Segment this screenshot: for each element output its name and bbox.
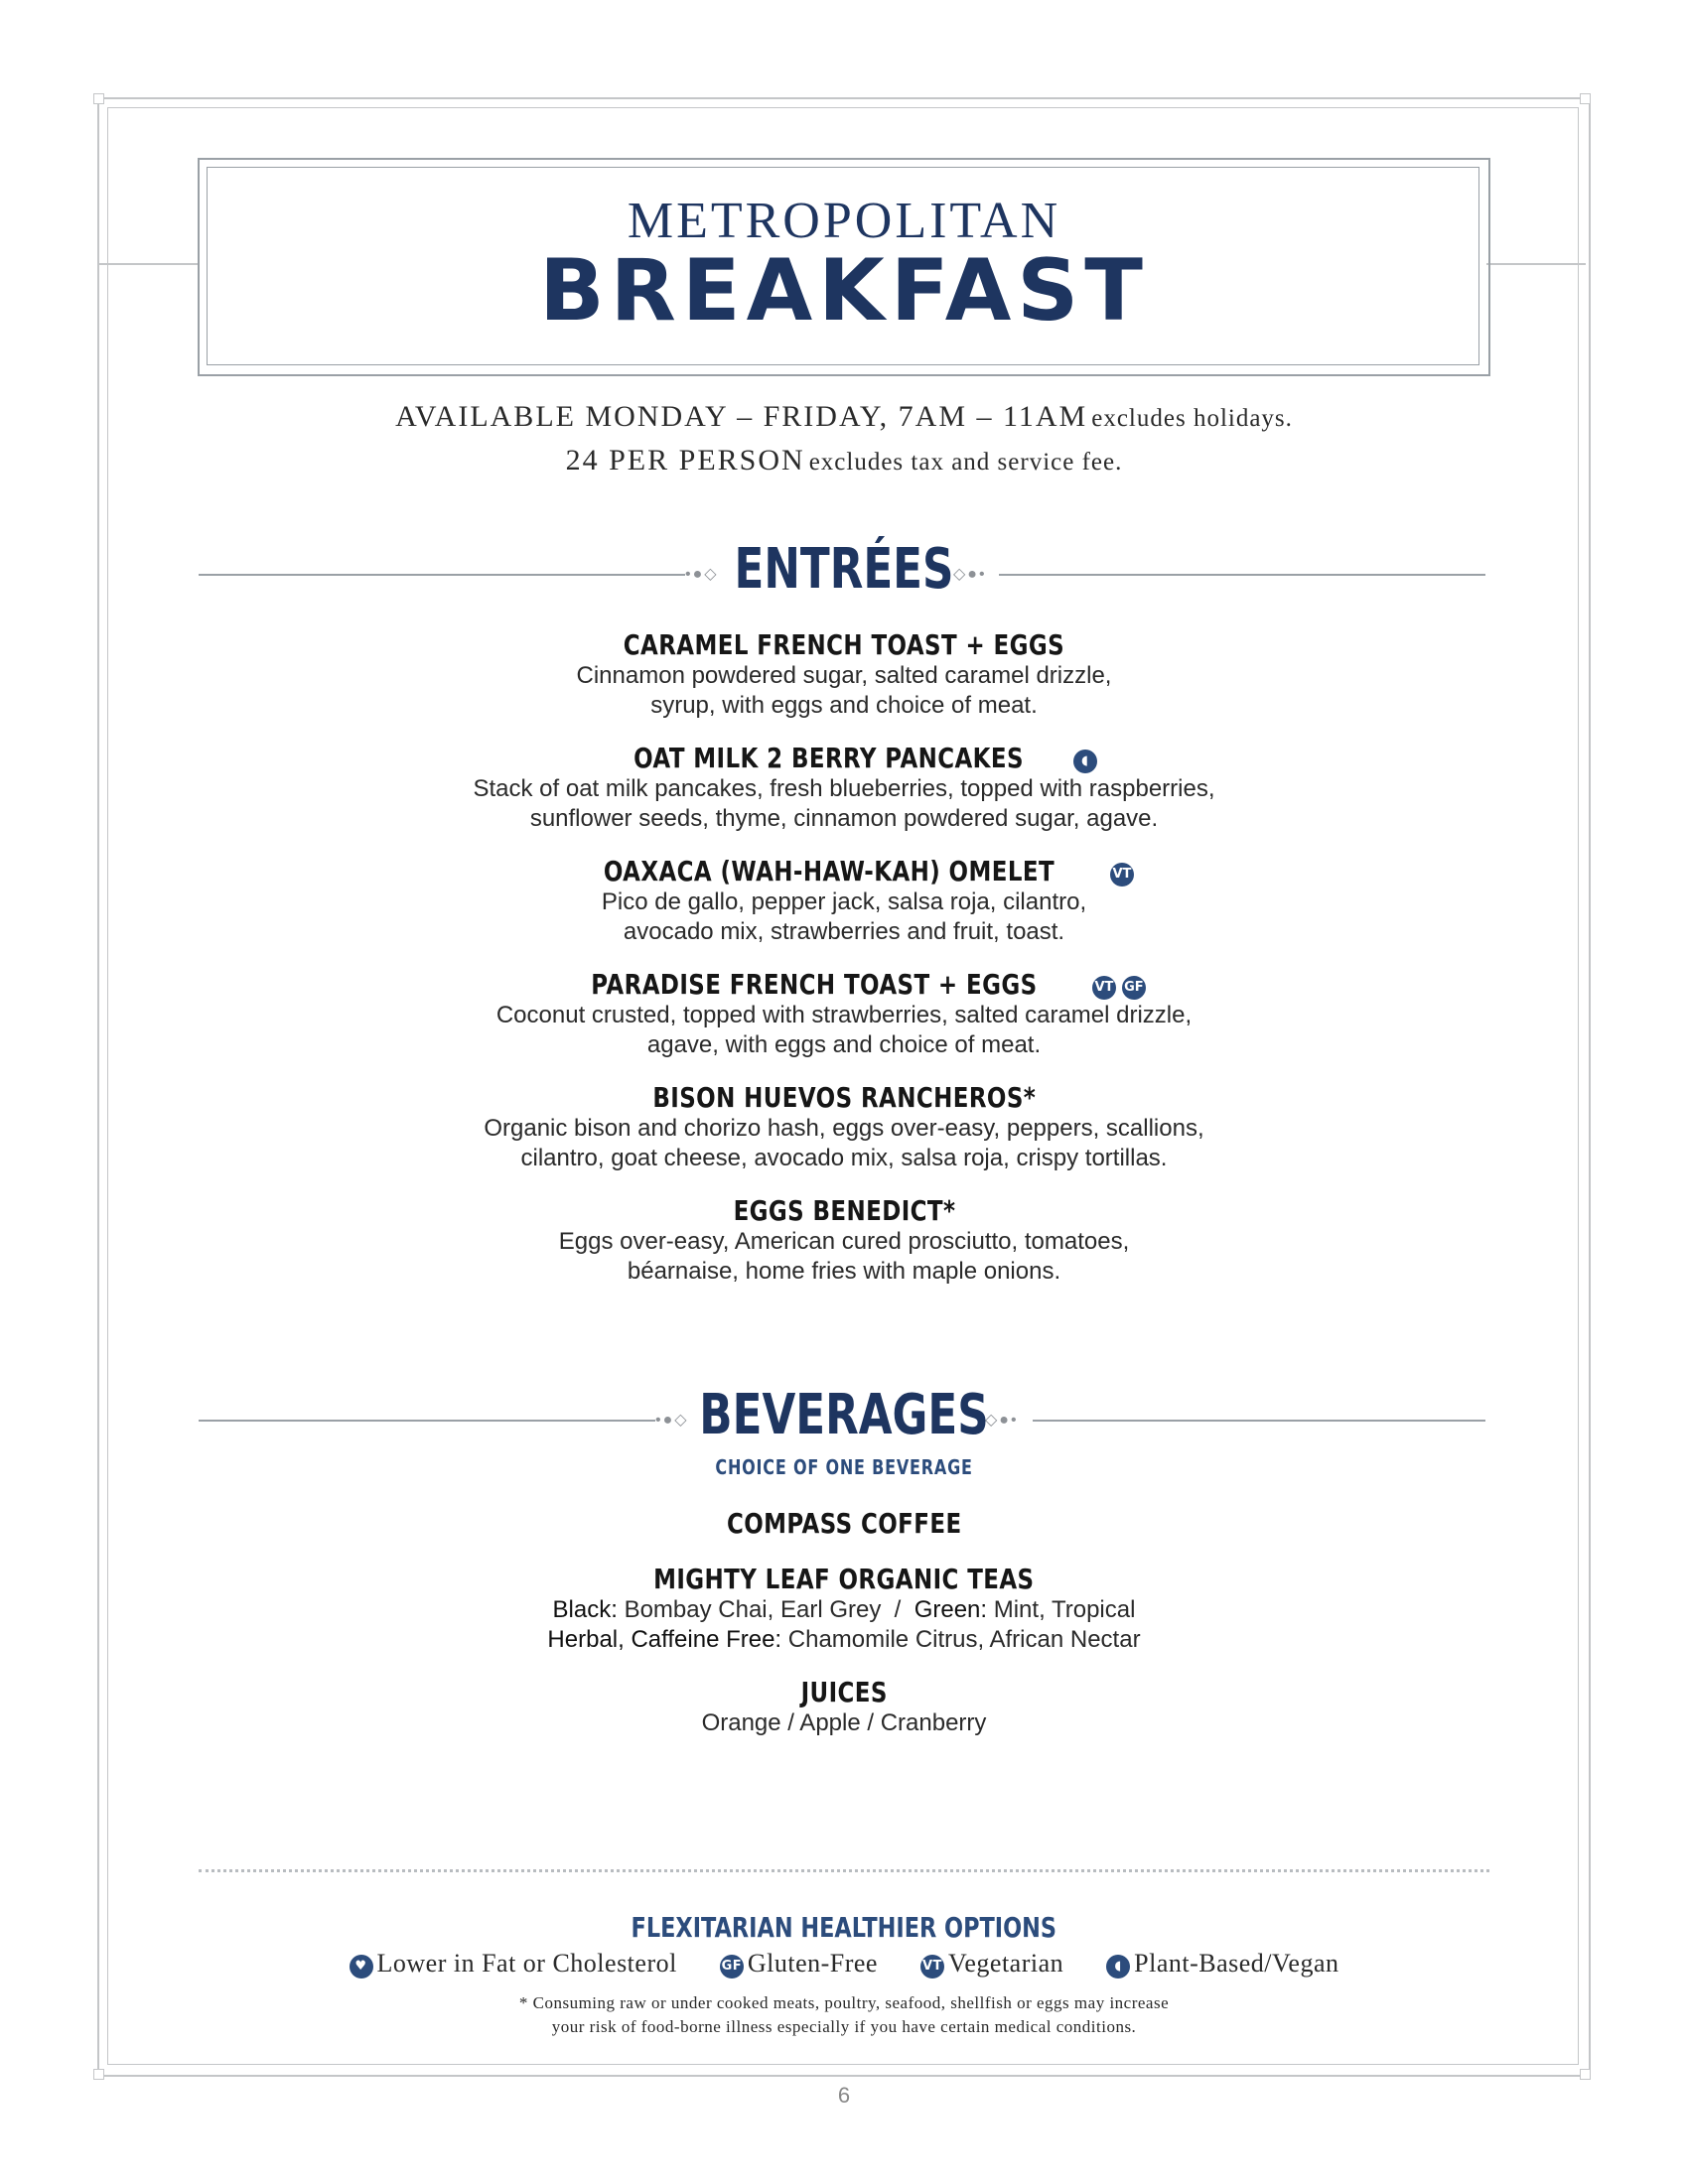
frame-corner (93, 93, 104, 104)
item-name: OAT MILK 2 BERRY PANCAKES (633, 742, 1025, 774)
item-description: syrup, with eggs and choice of meat. (650, 692, 1038, 719)
tea-green-values: Mint, Tropical (993, 1596, 1136, 1623)
item-name: COMPASS COFFEE (726, 1507, 962, 1540)
frame-corner (1580, 93, 1591, 104)
item-name: MIGHTY LEAF ORGANIC TEAS (653, 1563, 1035, 1595)
item-name: BISON HUEVOS RANCHEROS* (652, 1081, 1036, 1114)
item-name: JUICES (800, 1676, 888, 1708)
plant-based-vegan-icon: ◖ (1073, 750, 1097, 773)
page-number: 6 (837, 2083, 851, 2108)
item-description: Pico de gallo, pepper jack, salsa roja, cilantro, (601, 888, 1087, 915)
heart-icon: ♥ (350, 1955, 373, 1979)
legend-item (920, 1949, 1063, 1978)
item-description: agave, with eggs and choice of meat. (646, 1031, 1042, 1058)
menu-title-top: METROPOLITAN (627, 193, 1061, 249)
menu-item (0, 855, 1688, 947)
menu-item (0, 1194, 1688, 1287)
price-note: excludes tax and service fee. (808, 449, 1123, 476)
vegetarian-icon: VT (1110, 863, 1134, 887)
legend-label: Vegetarian (947, 1949, 1064, 1978)
tea-black-label: Black: (552, 1596, 618, 1623)
dotted-divider (199, 1869, 1489, 1872)
menu-item (0, 628, 1688, 721)
item-description: sunflower seeds, thyme, cinnamon powdered sugar, agave. (529, 805, 1159, 832)
legend-title-text: FLEXITARIAN HEALTHIER OPTIONS (631, 1911, 1057, 1944)
leaf-icon: ◖ (1106, 1955, 1130, 1979)
vegetarian-icon: VT (1092, 976, 1116, 1000)
beverages-subtitle-text: CHOICE OF ONE BEVERAGE (715, 1455, 973, 1479)
legend-title (0, 1911, 1688, 1944)
tea-herbal-label: Herbal, Caffeine Free: (547, 1626, 782, 1653)
frame-corner (93, 2069, 104, 2080)
item-description: Orange / Apple / Cranberry (701, 1709, 987, 1736)
item-description: Cinnamon powdered sugar, salted caramel drizzle, (576, 662, 1112, 689)
price-per-person: 24 PER PERSON (565, 444, 805, 477)
beverages-subtitle (0, 1455, 1688, 1479)
ornament-icon: •●◇ (655, 1412, 689, 1429)
section-title-beverages: BEVERAGES (699, 1383, 989, 1447)
availability-note: excludes holidays. (1091, 405, 1293, 432)
legend-label: Gluten-Free (747, 1949, 878, 1978)
menu-item (0, 1507, 1688, 1540)
availability-line-2 (0, 444, 1688, 478)
menu-item (0, 742, 1688, 834)
item-description: cilantro, goat cheese, avocado mix, salsa roja, crispy tortillas. (520, 1145, 1168, 1171)
item-description: Coconut crusted, topped with strawberries, salted caramel drizzle, (495, 1002, 1193, 1028)
item-description: avocado mix, strawberries and fruit, toast. (623, 918, 1065, 945)
legend-label: Plant-Based/Vegan (1134, 1949, 1339, 1978)
section-title-entrees: ENTRÉES (734, 537, 954, 602)
gluten-free-icon: GF (1122, 976, 1146, 1000)
legend-label: Lower in Fat or Cholesterol (376, 1949, 677, 1978)
frame-corner (1580, 2069, 1591, 2080)
menu-item (0, 1676, 1688, 1738)
legend (0, 1949, 1688, 1979)
legend-item (350, 1949, 677, 1978)
menu-item (0, 1081, 1688, 1173)
tea-green-label: Green: (914, 1596, 988, 1623)
item-description: Organic bison and chorizo hash, eggs over-easy, peppers, scallions, (484, 1115, 1204, 1142)
disclaimer-line: your risk of food-borne illness especially if you have certain medical conditions. (551, 2017, 1137, 2036)
availability-line-1 (0, 400, 1688, 434)
tea-herbal-values: Chamomile Citrus, African Nectar (787, 1626, 1141, 1653)
item-name: EGGS BENEDICT* (733, 1194, 955, 1227)
item-description: Eggs over-easy, American cured prosciutto, tomatoes, (558, 1228, 1130, 1255)
ornament-icon: ◇●• (985, 1412, 1019, 1429)
tea-line-2 (0, 1625, 1688, 1655)
item-name: CARAMEL FRENCH TOAST + EGGS (623, 628, 1065, 661)
gluten-free-icon: GF (720, 1955, 744, 1979)
tea-separator: / (894, 1596, 902, 1623)
item-name: PARADISE FRENCH TOAST + EGGS (591, 968, 1038, 1001)
tea-line-1 (0, 1595, 1688, 1625)
ornament-icon: ◇●• (953, 566, 987, 583)
item-name: OAXACA (WAH-HAW-KAH) OMELET (603, 855, 1055, 887)
vegetarian-icon: VT (920, 1955, 944, 1979)
item-description: Stack of oat milk pancakes, fresh blueberries, topped with raspberries, (473, 775, 1215, 802)
legend-item (720, 1949, 878, 1978)
availability-hours: AVAILABLE MONDAY – FRIDAY, 7AM – 11AM (395, 400, 1088, 433)
tea-black-values: Bombay Chai, Earl Grey (624, 1596, 882, 1623)
ornament-icon: •●◇ (685, 566, 719, 583)
disclaimer (0, 1991, 1688, 2039)
item-description: béarnaise, home fries with maple onions. (627, 1258, 1061, 1285)
legend-item (1106, 1949, 1338, 1978)
menu-item (0, 1563, 1688, 1655)
menu-item (0, 968, 1688, 1060)
menu-title-main: BREAKFAST (539, 241, 1149, 341)
disclaimer-line: * Consuming raw or under cooked meats, poultry, seafood, shellfish or eggs may increase (518, 1993, 1170, 2012)
